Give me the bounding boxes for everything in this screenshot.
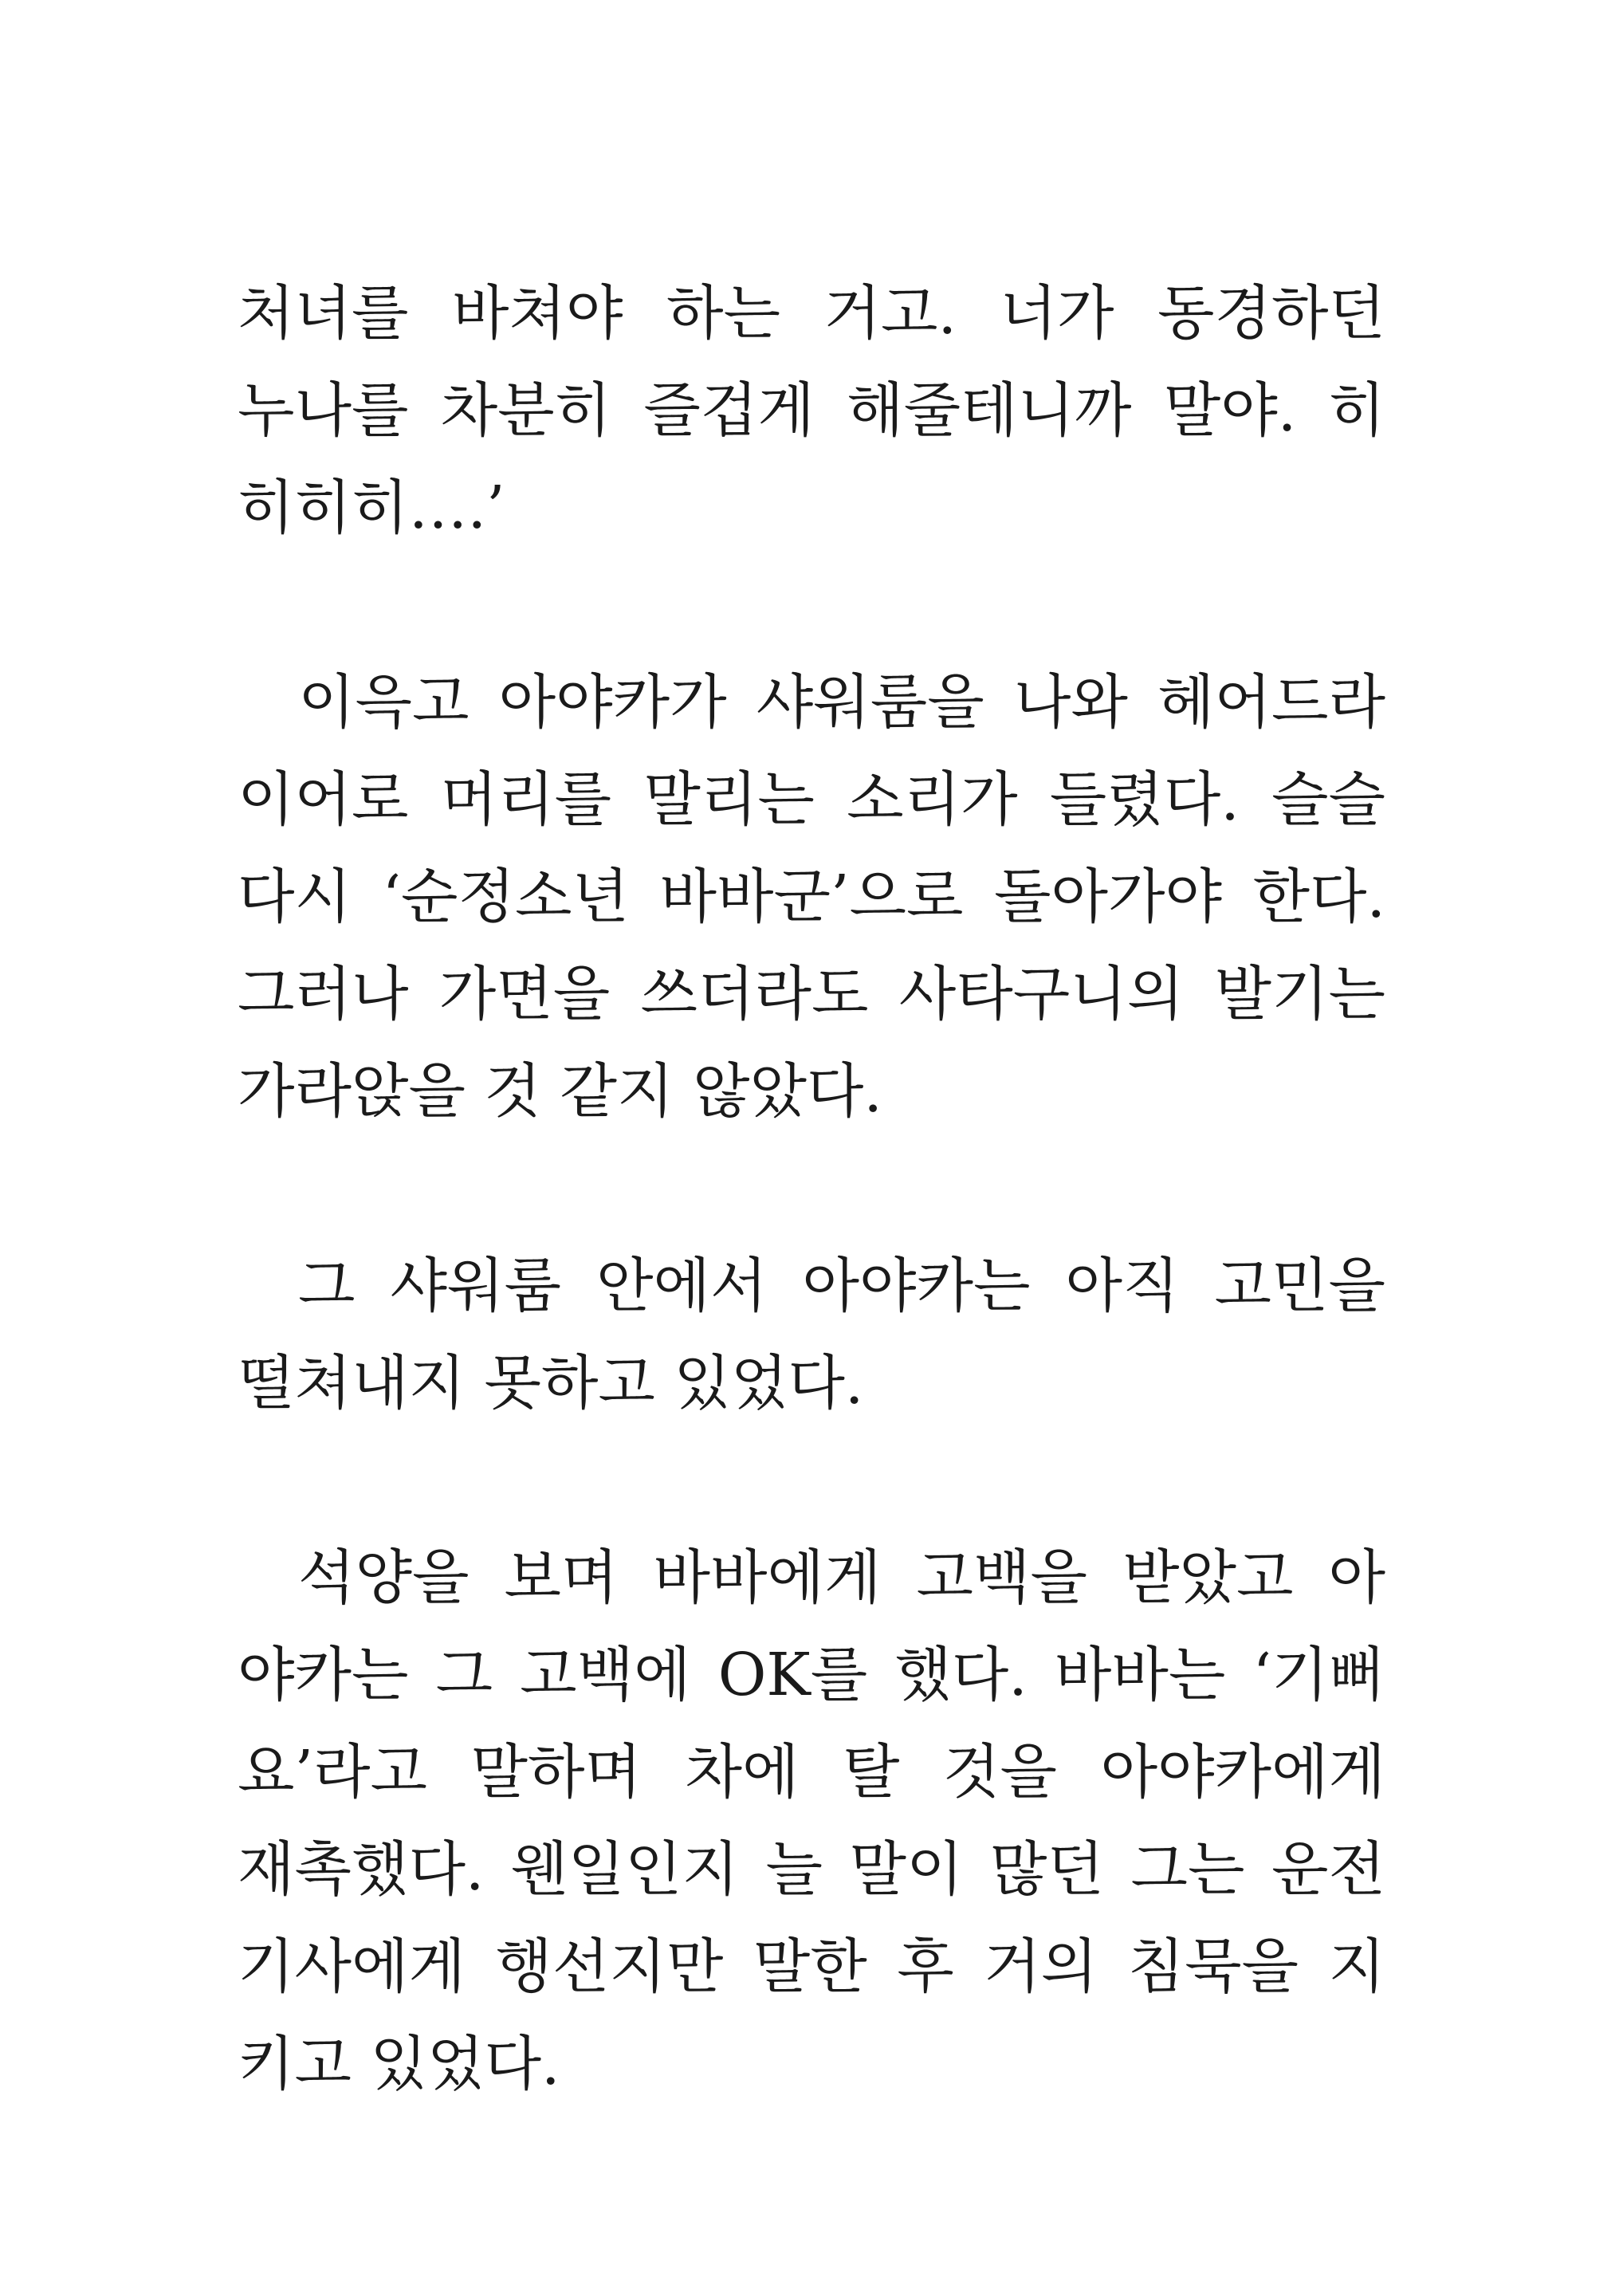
text-line: 요’라고 말하며 차에 탈 것을 아야카에게 [238, 1738, 1385, 1807]
text-line: 다시 ‘순정소년 바바군’으로 돌아가야 한다. [238, 863, 1385, 931]
paragraph-3 [238, 1237, 1385, 1432]
text-line: 재촉했다. 웬일인지 늘 말이 많던 그는 운전 [238, 1835, 1385, 1904]
paragraph-4 [238, 1529, 1385, 2113]
text-line: 그 샤워룸 안에서 아야카는 아직 고민을 [298, 1252, 1385, 1320]
text-line: 그러나 가면을 쓰더라도 사타구니의 발기는 [238, 960, 1385, 1028]
text-line: 석양을 보며 바바에게 고백을 받았고 아 [298, 1543, 1385, 1612]
body-text [238, 265, 1385, 2210]
text-line: 이윽고 아야카가 샤워룸을 나와 헤어드라 [298, 668, 1385, 737]
text-line: 떨쳐내지 못하고 있었다. [238, 1349, 864, 1417]
text-line: 히히히….’ [238, 474, 505, 542]
text-line: 누나를 차분히 즐겁게 해줄테니까 말야. 히 [238, 376, 1385, 445]
paragraph-1 [238, 265, 1385, 556]
text-line: 처녀를 바쳐야 하는 거고. 너가 동경하던 [238, 279, 1385, 348]
text-line: 이어로 머리를 말리는 소리가 들렸다. 슬슬 [238, 765, 1385, 834]
paragraph-2 [238, 654, 1385, 1140]
text-line: 기사에게 행선지만 말한 후 거의 침묵을 지 [238, 1932, 1385, 2001]
text-line: 가라앉을 것 같지 않았다. [238, 1057, 882, 1126]
text-line: 키고 있었다. [238, 2030, 560, 2098]
text-line: 야카는 그 고백에 OK를 했다. 바바는 ‘기뻐 [238, 1641, 1385, 1709]
